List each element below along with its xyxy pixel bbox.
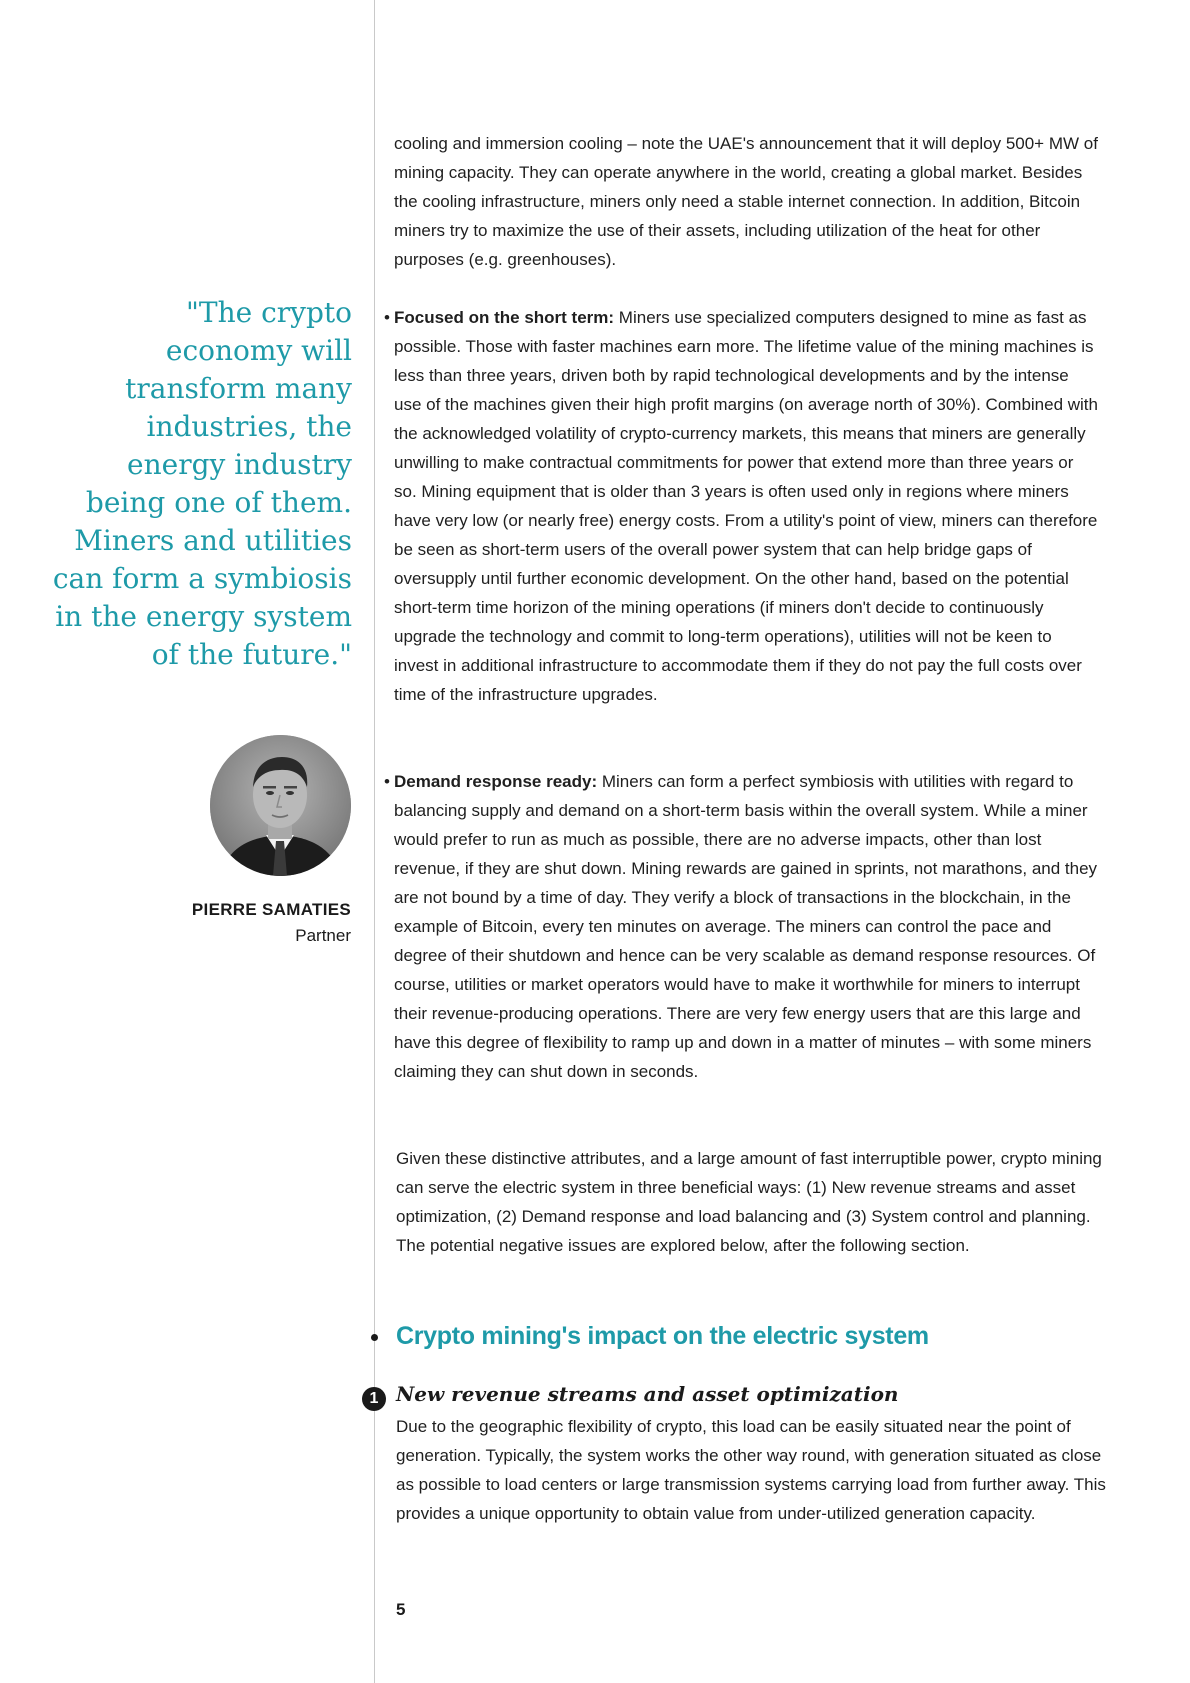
bullet-title: Focused on the short term: <box>394 308 615 327</box>
portrait-image <box>210 735 351 876</box>
page-number: 5 <box>396 1600 406 1619</box>
section-marker-dot <box>371 1334 378 1341</box>
author-role: Partner <box>295 926 351 945</box>
subsection-heading: New revenue streams and asset optimization <box>396 1382 899 1406</box>
intro-continuation <box>394 129 1099 274</box>
bullet-short-term <box>384 303 1099 709</box>
author-name: PIERRE SAMATIES <box>191 900 351 919</box>
bullet-demand-response <box>384 767 1099 1086</box>
pull-quote: "The crypto economy will transform many industries, the energy industry being one of them. Miners and utilities can form a symbiosis in the energy system of the future." <box>52 296 352 671</box>
bullet-dot: • <box>384 308 390 327</box>
bullet-content <box>394 767 1099 1086</box>
section-heading: Crypto mining's impact on the electric system <box>396 1322 929 1350</box>
summary-paragraph: Given these distinctive attributes, and a large amount of fast interruptible power, crypto mining can serve the electric system in three beneficial ways: (1) New revenue streams and asset optimization, (2) Demand response and load balancing and (3) System control and planning. The potential negative issues are explored below, after the following section. <box>396 1149 1102 1255</box>
intro-paragraph: cooling and immersion cooling – note the UAE's announcement that it will deploy 500+ MW of mining capacity. They can operate anywhere in the world, creating a global market. Besides the cooling infrastructure, miners only need a stable internet connection. In addition, Bitcoin miners try to maximize the use of their assets, including utilization of the heat for other purposes (e.g. greenhouses). <box>394 134 1098 269</box>
bullet-text: Miners use specialized computers designed to mine as fast as possible. Those with faster machines earn more. The lifetime value of the mining machines is less than three years, driven both by rapid technological developments and by the intense use of the machines given their high profit margins (on average north of 30%). Combined with the acknowledged volatility of crypto-currency markets, this means that miners are generally unwilling to make contractual commitments for power that extend more than three years or so. Mining equipment that is older than 3 years is often used only in regions where miners have very low (or nearly free) energy costs. From a utility's point of view, miners can therefore be seen as short-term users of the overall power system that can help bridge gaps of oversupply until further economic development. On the other hand, based on the potential short-term time horizon of the mining operations (if miners don't decide to continuously upgrade the technology and commit to long-term operations), utilities will not be keen to invest in additional infrastructure to accommodate them if they do not pay the full costs over time of the infrastructure upgrades. <box>394 308 1098 704</box>
bullet-dot: • <box>384 772 390 791</box>
bullet-text: Miners can form a perfect symbiosis with utilities with regard to balancing supply and demand on a short-term basis within the overall system. While a miner would prefer to run as much as possible, there are no adverse impacts, other than lost revenue, if they are shut down. Mining rewards are gained in sprints, not marathons, and they are not bound by a time of day. They verify a block of transactions in the blockchain, in the example of Bitcoin, every ten minutes on average. The miners can control the pace and degree of their shutdown and hence can be very scalable as demand response resources. Of course, utilities or market operators would have to make it worthwhile for miners to interrupt their revenue-producing operations. There are very few energy users that are this large and have this degree of flexibility to ramp up and down in a matter of minutes – with some miners claiming they can shut down in seconds. <box>394 772 1098 1081</box>
bullet-content <box>394 303 1099 709</box>
subsection-paragraph: Due to the geographic flexibility of crypto, this load can be easily situated near the point of generation. Typically, the system works the other way round, with generation situated as close as possible to load centers or large transmission systems carrying load from further away. This provides a unique opportunity to obtain value from under-utilized generation capacity. <box>396 1417 1106 1523</box>
author-portrait <box>210 735 351 876</box>
subsection-number-badge: 1 <box>362 1387 386 1411</box>
bullet-title: Demand response ready: <box>394 772 598 791</box>
column-divider <box>374 0 375 1683</box>
